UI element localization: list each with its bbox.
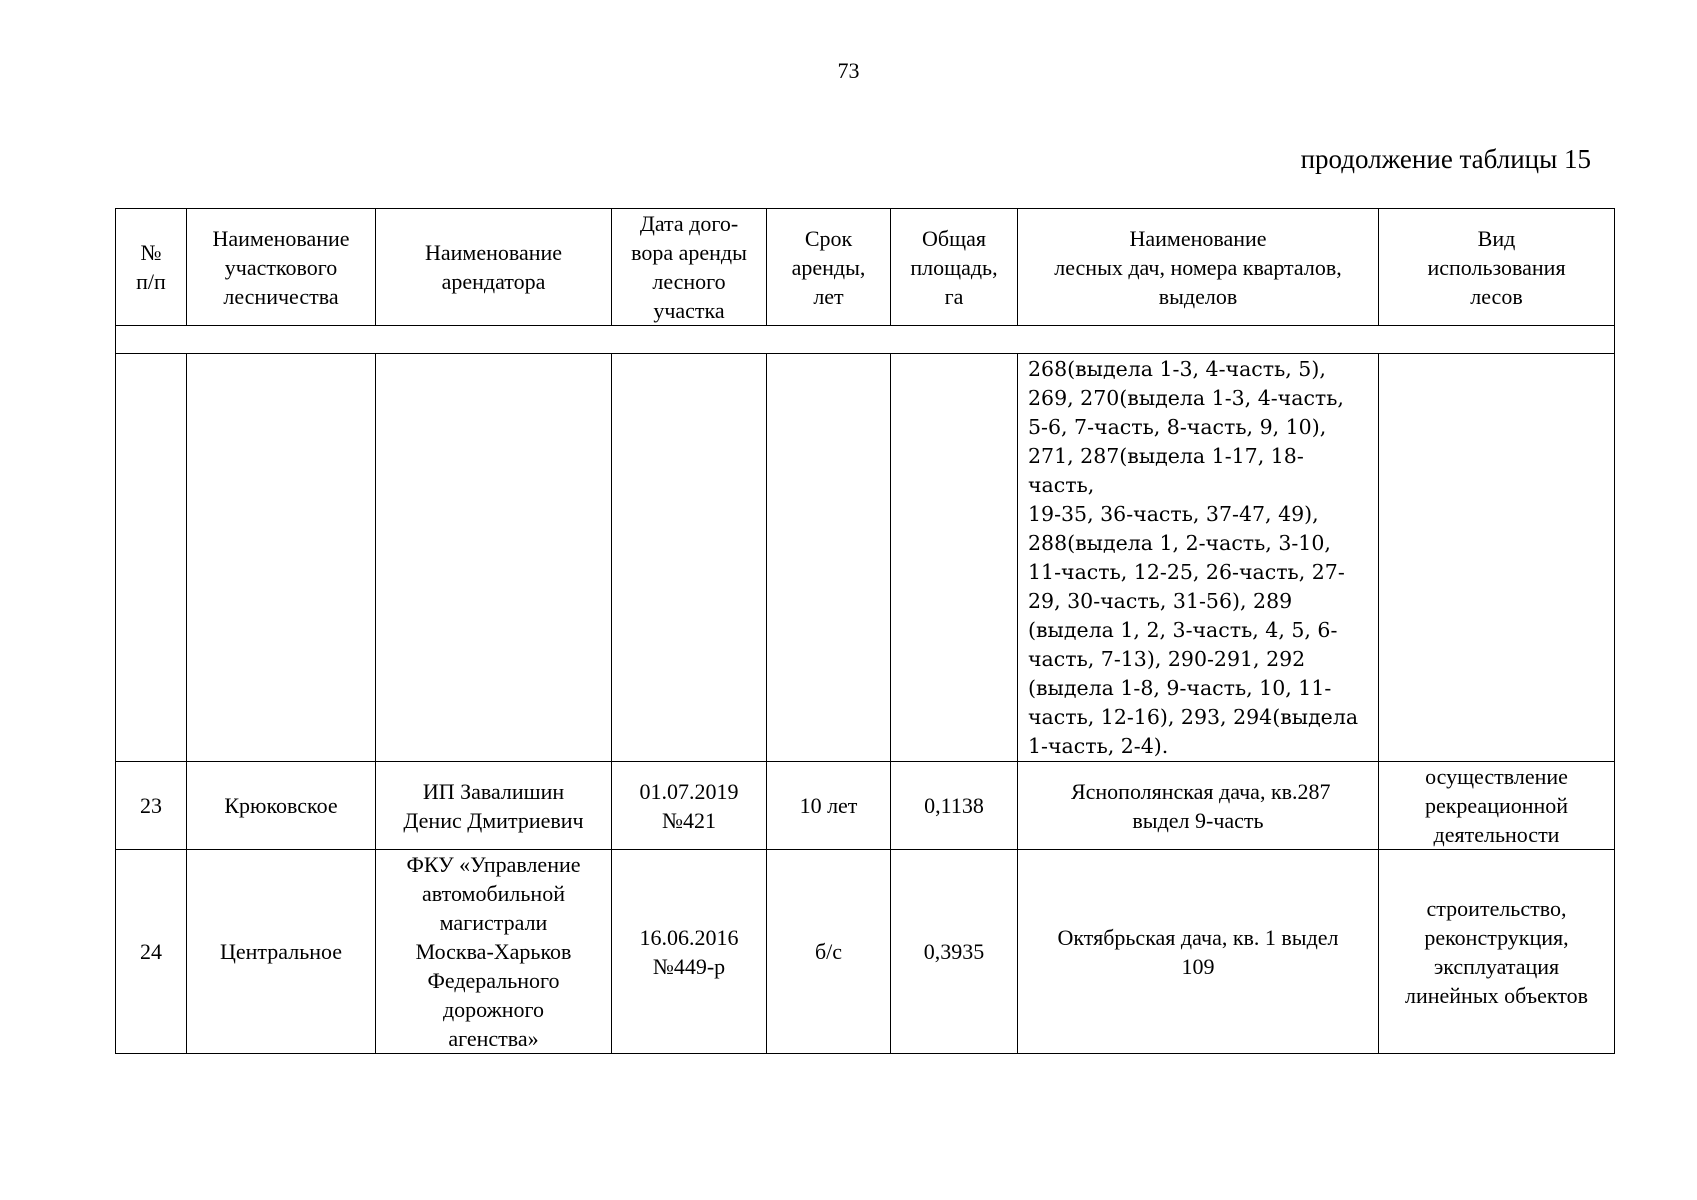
spacer-row bbox=[116, 326, 1615, 354]
cell-usage bbox=[1379, 354, 1615, 762]
header-number: № п/п bbox=[116, 209, 187, 326]
cell-usage: строительство, реконструкция, эксплуатация линейных объектов bbox=[1379, 850, 1615, 1054]
header-usage-type: Вид использования лесов bbox=[1379, 209, 1615, 326]
table-continuation-caption: продолжение таблицы 15 bbox=[1300, 144, 1591, 174]
cell-location: 268(выдела 1-3, 4-часть, 5), 269, 270(выдела 1-3, 4-часть, 5-6, 7-часть, 8-часть, 9, 10), 271, 287(выдела 1-17, 18-часть, 19-35, 36-часть, 37-47, 49), 288(выдела 1, 2-часть, 3-10, 11-часть, 12-25, 26-часть, 27- 29, 30-часть, 31-56), 289 (выдела 1, 2, 3-часть, 4, 5, 6- часть, 7-13), 290-291, 292 (выдела 1-8, 9-часть, 10, 11- часть, 12-16), 293, 294(выдела 1-часть, 2-4). bbox=[1018, 354, 1379, 762]
header-tenant: Наименование арендатора bbox=[376, 209, 612, 326]
cell-tenant: ФКУ «Управление автомобильной магистрали Москва-Харьков Федерального дорожного агенства» bbox=[376, 850, 612, 1054]
header-lease-term: Срок аренды, лет bbox=[767, 209, 891, 326]
cell-number: 23 bbox=[116, 762, 187, 850]
cell-usage: осуществление рекреационной деятельности bbox=[1379, 762, 1615, 850]
cell-contract: 16.06.2016 №449-р bbox=[612, 850, 767, 1054]
lease-table bbox=[115, 208, 1615, 1054]
cell-location: Яснополянская дача, кв.287 выдел 9-часть bbox=[1018, 762, 1379, 850]
header-location: Наименование лесных дач, номера кварталов, выделов bbox=[1018, 209, 1379, 326]
header-forestry: Наименование участкового лесничества bbox=[187, 209, 376, 326]
cell-tenant: ИП Завалишин Денис Дмитриевич bbox=[376, 762, 612, 850]
cell-forestry bbox=[187, 354, 376, 762]
cell-contract bbox=[612, 354, 767, 762]
cell-area bbox=[891, 354, 1018, 762]
cell-contract: 01.07.2019 №421 bbox=[612, 762, 767, 850]
cell-term: 10 лет bbox=[767, 762, 891, 850]
cell-number bbox=[116, 354, 187, 762]
header-row bbox=[116, 209, 1615, 326]
cell-tenant bbox=[376, 354, 612, 762]
cell-forestry: Центральное bbox=[187, 850, 376, 1054]
cell-number: 24 bbox=[116, 850, 187, 1054]
header-contract-date: Дата дого- вора аренды лесного участка bbox=[612, 209, 767, 326]
page-number: 73 bbox=[837, 58, 860, 83]
cell-term bbox=[767, 354, 891, 762]
header-total-area: Общая площадь, га bbox=[891, 209, 1018, 326]
table-row bbox=[116, 354, 1615, 762]
table-row bbox=[116, 762, 1615, 850]
cell-forestry: Крюковское bbox=[187, 762, 376, 850]
cell-area: 0,3935 bbox=[891, 850, 1018, 1054]
cell-term: б/с bbox=[767, 850, 891, 1054]
spacer-cell bbox=[116, 326, 1615, 354]
cell-area: 0,1138 bbox=[891, 762, 1018, 850]
table-row bbox=[116, 850, 1615, 1054]
cell-location: Октябрьская дача, кв. 1 выдел 109 bbox=[1018, 850, 1379, 1054]
